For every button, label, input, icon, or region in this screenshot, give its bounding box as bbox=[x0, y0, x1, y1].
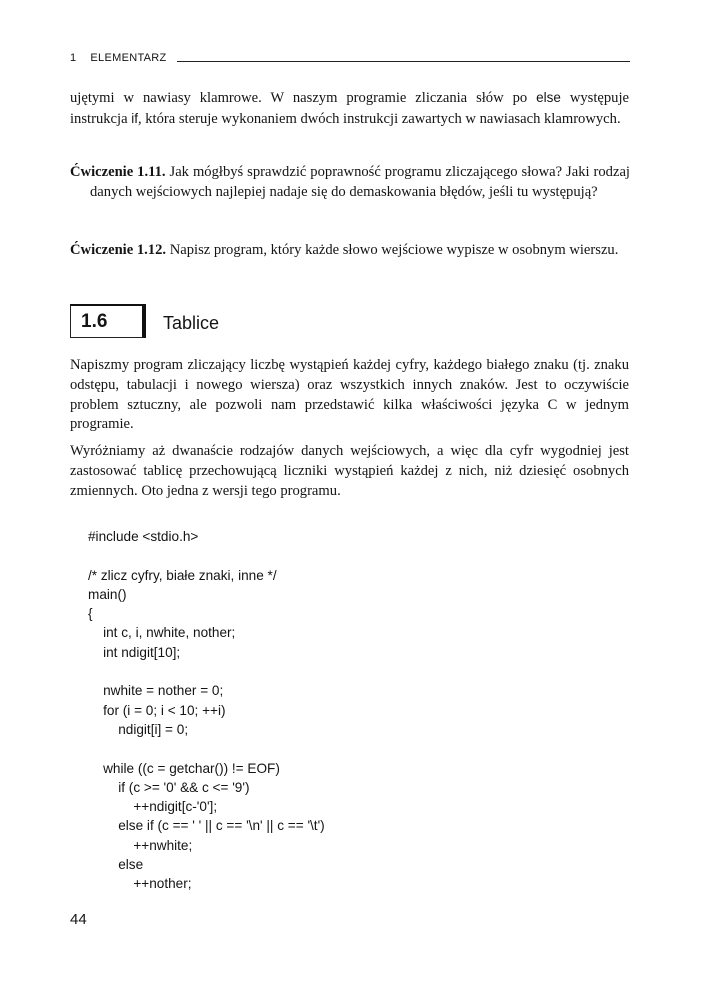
page-number: 44 bbox=[70, 911, 87, 928]
code-line: else bbox=[88, 857, 144, 873]
exercise-text: Napisz program, który każde słowo wejściowe wypisze w osobnym wierszu. bbox=[166, 242, 619, 258]
code-line: ++nwhite; bbox=[88, 837, 193, 853]
code-line: ndigit[i] = 0; bbox=[88, 721, 189, 737]
exercise-label: Ćwiczenie 1.11. bbox=[70, 164, 166, 180]
section-title: Tablice bbox=[163, 313, 220, 333]
code-listing bbox=[88, 527, 608, 894]
intro-text-3: , która steruje wykonaniem dwóch instrukcji zawartych w nawiasach klamrowych. bbox=[137, 110, 621, 127]
chapter-number: 1 bbox=[70, 52, 77, 64]
intro-paragraph bbox=[70, 88, 629, 130]
section-number-box: 1.6 bbox=[70, 304, 146, 338]
code-line: int ndigit[10]; bbox=[88, 644, 181, 660]
keyword-if: if bbox=[131, 110, 138, 126]
code-line: main() bbox=[88, 586, 127, 602]
body-paragraph-2: Wyróżniamy aż dwanaście rodzajów danych wejściowych, a więc dla cyfr wygodniej jest zastosować tablicę przechowującą liczniki wystąpień każdej z nich, niż dziesięć osobnych zmiennych. Oto jedna z wersji tego programu. bbox=[70, 443, 629, 499]
code-line: int c, i, nwhite, nother; bbox=[88, 625, 236, 641]
exercise-1-11 bbox=[70, 163, 630, 203]
running-header bbox=[70, 50, 630, 64]
intro-text-2: występuje instrukcja bbox=[70, 90, 629, 127]
intro-text-1: ujętymi w nawiasy klamrowe. W naszym programie zliczania słów po bbox=[70, 90, 537, 106]
exercise-label: Ćwiczenie 1.12. bbox=[70, 242, 167, 258]
code-line: #include <stdio.h> bbox=[88, 529, 199, 544]
exercise-text: Jak mógłbyś sprawdzić poprawność programu zliczającego słowa? Jaki rodzaj danych wejściowych najlepiej nadaje się do demaskowania błędów, jeśli tu występują? bbox=[90, 164, 630, 200]
code-line: ++ndigit[c-'0']; bbox=[88, 799, 218, 815]
code-line: if (c >= '0' && c <= '9') bbox=[88, 779, 250, 795]
code-line: { bbox=[88, 606, 93, 622]
header-rule bbox=[177, 61, 630, 62]
code-line: while ((c = getchar()) != EOF) bbox=[88, 760, 280, 776]
body-paragraph-1: Napiszmy program zliczający liczbę wystąpień każdej cyfry, każdego białego znaku (tj. znaku odstępu, tabulacji i nowego wiersza) oraz wszystkich innych znaków. Jest to oczywiście problem sztuczny, ale pozwoli nam przedstawić kilka właściwości języka C w jednym programie. bbox=[70, 357, 629, 433]
code-line: for (i = 0; i < 10; ++i) bbox=[88, 702, 226, 718]
code-line: /* zlicz cyfry, białe znaki, inne */ bbox=[88, 567, 277, 583]
keyword-else: else bbox=[536, 90, 561, 105]
code-line: else if (c == ' ' || c == '\n' || c == '\t') bbox=[88, 818, 325, 834]
chapter-title: ELEMENTARZ bbox=[90, 52, 167, 64]
exercise-1-12 bbox=[70, 241, 630, 261]
code-line bbox=[88, 739, 608, 758]
code-line bbox=[88, 662, 608, 681]
code-line: ++nother; bbox=[88, 876, 192, 892]
code-line: nwhite = nother = 0; bbox=[88, 683, 224, 699]
code-line bbox=[88, 546, 608, 565]
